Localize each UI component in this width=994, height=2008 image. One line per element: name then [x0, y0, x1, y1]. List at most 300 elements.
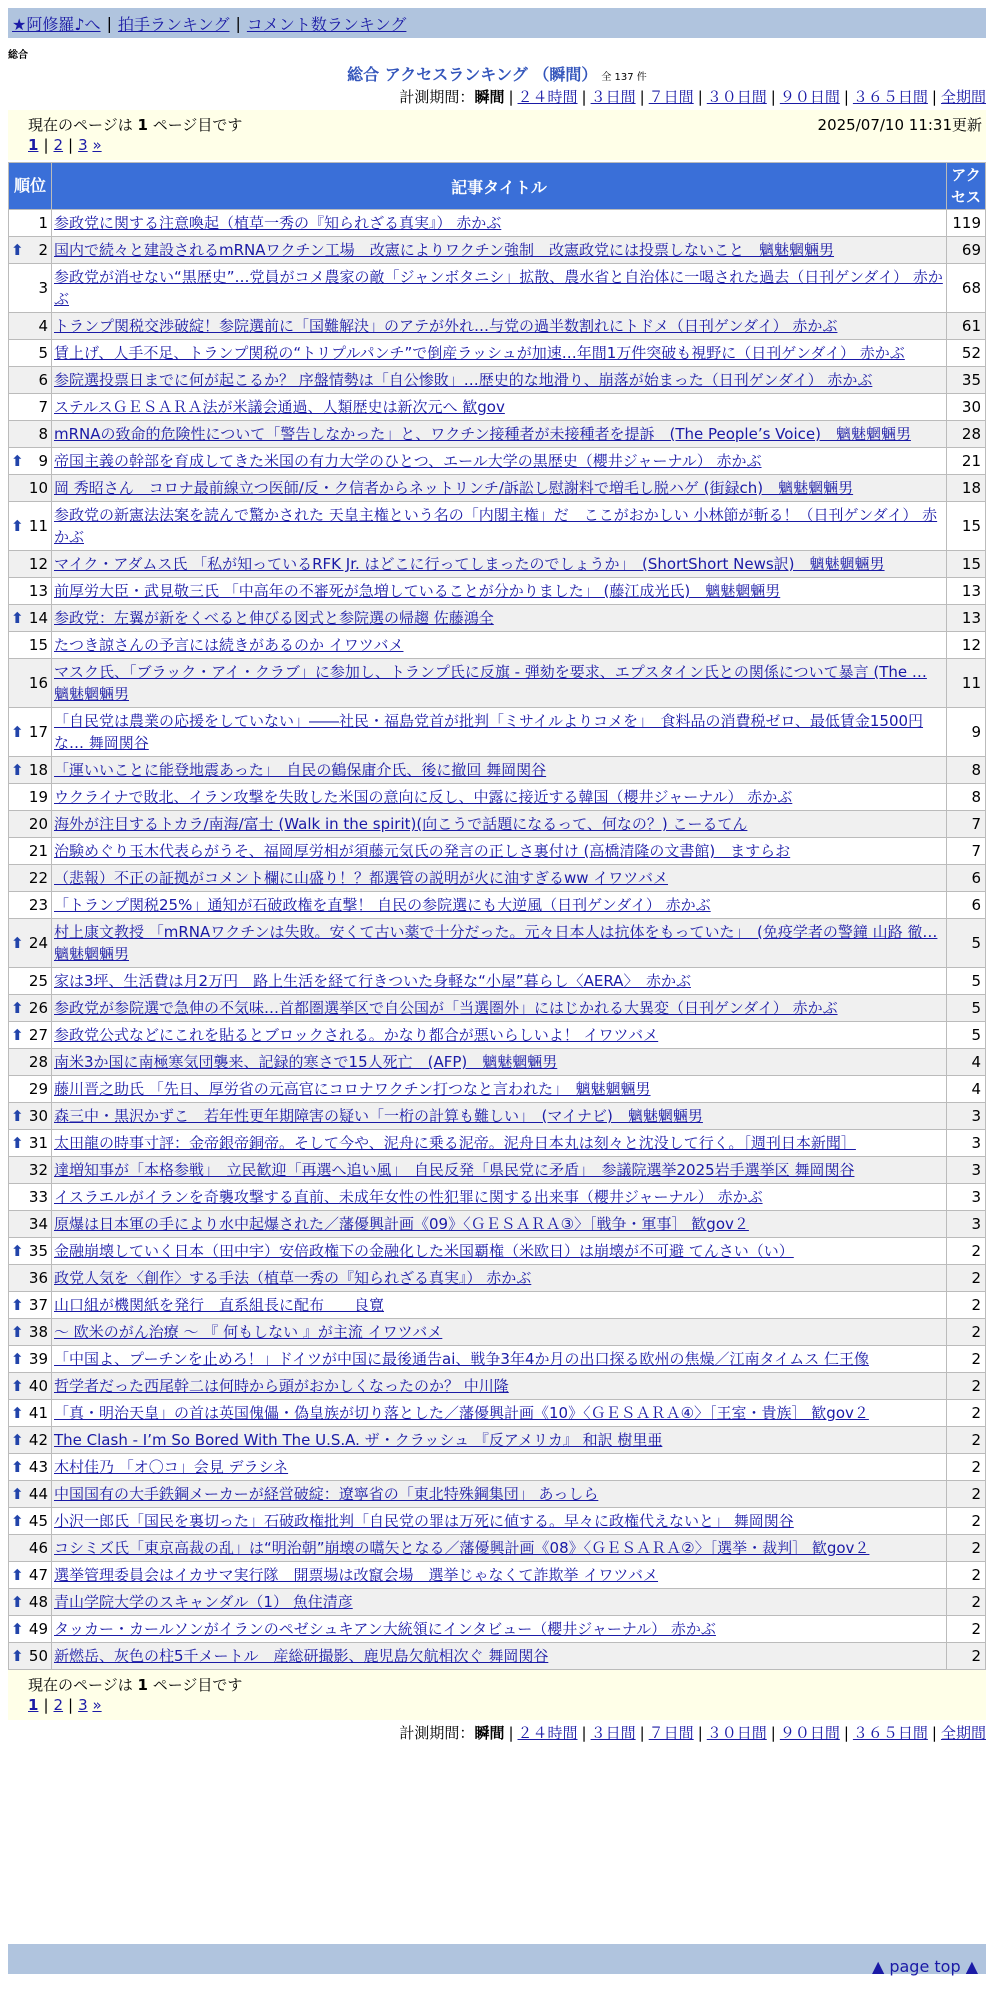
access-count: 2	[947, 1643, 985, 1669]
up-arrow-icon: ⬆	[11, 1377, 24, 1395]
title-cell	[52, 475, 946, 501]
title-cell	[52, 1238, 946, 1264]
access-count: 2	[947, 1346, 985, 1372]
period-separator: |	[639, 1724, 645, 1742]
rank-number: 21	[28, 842, 48, 860]
period-link[interactable]: ９０日間	[779, 88, 840, 106]
page-link[interactable]: 3	[78, 1696, 88, 1714]
article-link[interactable]: トランプ関税交渉破綻！参院選前に「国難解決」のアテが外れ…与党の過半数割れにトドメ（日刊ゲンダイ） 赤かぶ	[54, 317, 838, 335]
rank-number: 27	[28, 1026, 48, 1044]
rank-cell	[9, 237, 51, 263]
rank-number: 29	[28, 1080, 48, 1098]
table-row	[9, 784, 985, 810]
access-count: 3	[947, 1103, 985, 1129]
period-link[interactable]: ３０日間	[706, 88, 767, 106]
title-cell	[52, 421, 946, 447]
access-count: 8	[947, 784, 985, 810]
clap-ranking-link[interactable]: 拍手ランキング	[117, 14, 230, 34]
next-page-link[interactable]: »	[92, 136, 102, 154]
period-separator: |	[508, 1724, 514, 1742]
rank-number: 9	[38, 452, 48, 470]
access-count: 7	[947, 811, 985, 837]
table-row	[9, 264, 985, 312]
rank-number: 47	[28, 1566, 48, 1584]
article-link[interactable]: 哲学者だった西尾幹二は何時から頭がおかしくなったのか？ 中川隆	[54, 1377, 509, 1395]
rank-cell	[9, 865, 51, 891]
period-label: 計測期間：	[399, 88, 475, 106]
rank-cell	[9, 1103, 51, 1129]
title-cell	[52, 394, 946, 420]
page-separator: |	[43, 136, 49, 154]
rank-cell	[9, 1076, 51, 1102]
current-page-text: 現在のページは 1 ページ目です	[28, 1676, 243, 1694]
article-link[interactable]: 金融崩壊していく日本（田中宇）安倍政権下の金融化した米国覇権（米欧日）は崩壊が不可避 てんさい（い）	[54, 1242, 794, 1260]
nav-separator: |	[235, 13, 241, 33]
table-row	[9, 502, 985, 550]
rank-cell	[9, 1400, 51, 1426]
article-link[interactable]: 中国国有の大手鉄鋼メーカーが経営破綻：遼寧省の「東北特殊鋼集団」 あっしら	[54, 1485, 599, 1503]
rank-cell	[9, 367, 51, 393]
article-link[interactable]: 山口組が機関紙を発行 直系組長に配布 良寛	[54, 1296, 385, 1314]
table-row	[9, 1292, 985, 1318]
article-link[interactable]: 参政党の新憲法法案を読んで驚かされた 天皇主権という名の「内閣主権」だ ここがおかしい 小林節が斬る！（日刊ゲンダイ） 赤かぶ	[54, 506, 938, 546]
title-cell	[52, 1211, 946, 1237]
access-count: 3	[947, 1211, 985, 1237]
rank-cell	[9, 475, 51, 501]
article-link[interactable]: 家は3坪、生活費は月2万円 路上生活を経て行きついた身軽な“小屋”暮らし〈AERA〉 赤かぶ	[54, 972, 691, 990]
title-cell	[52, 605, 946, 631]
period-current: 瞬間	[474, 1724, 505, 1742]
title-cell	[52, 1022, 946, 1048]
access-count: 5	[947, 968, 985, 994]
title-cell	[52, 1076, 946, 1102]
page-title: 総合 アクセスランキング （瞬間）	[347, 65, 598, 84]
period-separator: |	[931, 1724, 937, 1742]
page-separator: |	[68, 1696, 74, 1714]
period-link[interactable]: 全期間	[940, 88, 986, 106]
table-row	[9, 1508, 985, 1534]
table-row	[9, 1157, 985, 1183]
comment-ranking-link[interactable]: コメント数ランキング	[246, 14, 407, 34]
article-link[interactable]: 賃上げ、人手不足、トランプ関税の“トリプルパンチ”で倒産ラッシュが加速…年間1万件突破も視野に（日刊ゲンダイ） 赤かぶ	[54, 344, 905, 362]
article-link[interactable]: 「中国よ、プーチンを止めろ！」ドイツが中国に最後通告ai、戦争3年4か月の出口探る欧州の焦燥／江南タイムス 仁王像	[54, 1350, 869, 1368]
rank-number: 50	[28, 1647, 48, 1665]
article-link[interactable]: 参政党が参院選で急伸の不気味…首都圏選挙区で自公国が「当選圏外」にはじかれる大異変（日刊ゲンダイ） 赤かぶ	[54, 999, 838, 1017]
article-link[interactable]: ステルスＧＥＳＡＲＡ法が米議会通過、人類歴史は新次元へ 歓gov	[54, 398, 505, 416]
access-count: 3	[947, 1157, 985, 1183]
rank-number: 43	[28, 1458, 48, 1476]
access-count: 119	[947, 210, 985, 236]
title-cell	[52, 313, 946, 339]
rank-cell	[9, 605, 51, 631]
rank-number: 28	[28, 1053, 48, 1071]
table-row	[9, 1130, 985, 1156]
article-link[interactable]: 「トランプ関税25%」通知が石破政権を直撃！ 自民の参院選にも大逆風（日刊ゲンダイ） 赤かぶ	[54, 896, 711, 914]
rank-cell	[9, 784, 51, 810]
up-arrow-icon: ⬆	[11, 1620, 24, 1638]
rank-number: 12	[28, 555, 48, 573]
current-page-text: 現在のページは 1 ページ目です	[28, 116, 243, 134]
rank-cell	[9, 1481, 51, 1507]
table-row	[9, 1535, 985, 1561]
table-row	[9, 551, 985, 577]
rank-cell	[9, 1535, 51, 1561]
title-cell	[52, 1508, 946, 1534]
access-count: 68	[947, 264, 985, 312]
pager-bottom	[8, 1670, 986, 1720]
table-row	[9, 1184, 985, 1210]
rank-number: 13	[28, 582, 48, 600]
title-cell	[52, 1481, 946, 1507]
rank-number: 33	[28, 1188, 48, 1206]
article-link[interactable]: mRNAの致命的危険性について「警告しなかった」と、ワクチン接種者が未接種者を提訴 (The People’s Voice) 魑魅魍魎男	[54, 425, 911, 443]
article-link[interactable]: 村上康文教授 「mRNAワクチンは失敗。安くて古い薬で十分だった。元々日本人は抗体をもっていた」 (免疫学者の警鐘 山路 徹… 魑魅魍魎男	[54, 923, 938, 963]
rank-number: 41	[28, 1404, 48, 1422]
rank-number: 26	[28, 999, 48, 1017]
title-cell	[52, 1427, 946, 1453]
rank-cell	[9, 919, 51, 967]
access-count: 4	[947, 1076, 985, 1102]
rank-number: 44	[28, 1485, 48, 1503]
rank-number: 11	[28, 517, 48, 535]
article-link[interactable]: ～ 欧米のがん治療 ～ 『 何もしない 』が主流 イワツバメ	[54, 1323, 443, 1341]
rank-number: 15	[28, 636, 48, 654]
page-title-block	[0, 62, 994, 85]
title-cell	[52, 448, 946, 474]
article-link[interactable]: The Clash - I’m So Bored With The U.S.A. ザ・クラッシュ 『反アメリカ』 和訳 樹里亜	[54, 1431, 663, 1449]
table-row	[9, 1103, 985, 1129]
title-cell	[52, 708, 946, 756]
article-link[interactable]: 参政党に関する注意喚起（植草一秀の『知られざる真実』） 赤かぶ	[54, 214, 502, 232]
access-count: 18	[947, 475, 985, 501]
period-separator: |	[843, 88, 849, 106]
rank-number: 38	[28, 1323, 48, 1341]
up-arrow-icon: ⬆	[11, 1647, 24, 1665]
up-arrow-icon: ⬆	[11, 1107, 24, 1125]
access-count: 2	[947, 1319, 985, 1345]
article-link[interactable]: 達増知事が「本格参戦」 立民歓迎「再選へ追い風」 自民反発「県民党に矛盾」 参議院選挙2025岩手選挙区 舞岡関谷	[54, 1161, 855, 1179]
rank-cell	[9, 264, 51, 312]
article-link[interactable]: 帝国主義の幹部を育成してきた米国の有力大学のひとつ、エール大学の黒歴史（櫻井ジャーナル） 赤かぶ	[54, 452, 762, 470]
table-row	[9, 605, 985, 631]
article-link[interactable]: 選挙管理委員会はイカサマ実行隊 開票場は改竄会場 選挙じゃなくて詐欺挙 イワツバメ	[54, 1566, 659, 1584]
access-count: 12	[947, 632, 985, 658]
article-link[interactable]: 「運いいことに能登地震あった」 自民の鶴保庸介氏、後に撤回 舞岡関谷	[54, 761, 547, 779]
article-link[interactable]: 藤川晋之助氏 「先日、厚労省の元高官にコロナワクチン打つなと言われた」 魑魅魍魎男	[54, 1080, 651, 1098]
up-arrow-icon: ⬆	[11, 1404, 24, 1422]
access-count: 7	[947, 838, 985, 864]
period-link[interactable]: ３６５日間	[852, 1724, 928, 1742]
rank-number: 18	[28, 761, 48, 779]
rank-cell	[9, 1589, 51, 1615]
up-arrow-icon: ⬆	[11, 1512, 24, 1530]
table-row	[9, 1049, 985, 1075]
next-page-link[interactable]: »	[92, 1696, 102, 1714]
access-count: 3	[947, 1130, 985, 1156]
rank-number: 32	[28, 1161, 48, 1179]
rank-number: 7	[38, 398, 48, 416]
access-count: 8	[947, 757, 985, 783]
rank-number: 16	[28, 674, 48, 692]
title-cell	[52, 1373, 946, 1399]
access-count: 30	[947, 394, 985, 420]
rank-cell	[9, 1643, 51, 1669]
table-row	[9, 1562, 985, 1588]
nav-separator: |	[106, 13, 112, 33]
table-row	[9, 838, 985, 864]
title-cell	[52, 838, 946, 864]
up-arrow-icon: ⬆	[11, 1296, 24, 1314]
access-count: 3	[947, 1184, 985, 1210]
table-row	[9, 632, 985, 658]
article-link[interactable]: 太田龍の時事寸評：金帝銀帝銅帝。そして今や、泥舟に乗る泥帝。泥舟日本丸は刻々と沈没して行く。［週刊日本新聞］	[54, 1134, 856, 1152]
period-link[interactable]: ３日間	[590, 88, 636, 106]
up-arrow-icon: ⬆	[11, 452, 24, 470]
page-link[interactable]: 2	[53, 136, 64, 154]
article-link[interactable]: 「自民党は農業の応援をしていない」――社民・福島党首が批判「ミサイルよりコメを」 食料品の消費税ゼロ、最低賃金1500円な… 舞岡関谷	[54, 712, 924, 752]
rank-number: 22	[28, 869, 48, 887]
title-header: 記事タイトル	[52, 163, 946, 209]
article-link[interactable]: 小沢一郎氏「国民を裏切った」石破政権批判「自民党の罪は万死に値する。早々に政権代えないと」 舞岡関谷	[54, 1512, 794, 1530]
page-link[interactable]: 3	[78, 136, 88, 154]
article-link[interactable]: 治験めぐり玉木代表らがうそ、福岡厚労相が須藤元気氏の発言の正しさ裏付け (高橋清隆の文書館) ますらお	[54, 842, 791, 860]
page-links	[28, 136, 102, 154]
up-arrow-icon: ⬆	[11, 723, 24, 741]
article-link[interactable]: 前厚労大臣・武見敬三氏 「中高年の不審死が急増していることが分かりました」 (藤江成光氏) 魑魅魍魎男	[54, 582, 781, 600]
article-link[interactable]: 新燃岳、灰色の柱5千メートル 産総研撮影、鹿児島欠航相次ぐ 舞岡関谷	[54, 1647, 549, 1665]
article-link[interactable]: 参院選投票日までに何が起こるか？ 序盤情勢は「自公惨敗」…歴史的な地滑り、崩落が始まった（日刊ゲンダイ） 赤かぶ	[54, 371, 873, 389]
access-count: 2	[947, 1616, 985, 1642]
rank-number: 25	[28, 972, 48, 990]
rank-cell	[9, 1508, 51, 1534]
article-link[interactable]: マイク・アダムス氏 「私が知っているRFK Jr. はどこに行ってしまったのでしょうか」 (ShortShort News訳) 魑魅魍魎男	[54, 555, 885, 573]
rank-cell	[9, 811, 51, 837]
access-count: 2	[947, 1481, 985, 1507]
period-link[interactable]: ２４時間	[517, 1724, 578, 1742]
rank-cell	[9, 340, 51, 366]
rank-cell	[9, 1157, 51, 1183]
period-selector-bottom	[399, 1722, 986, 1743]
rank-cell	[9, 1454, 51, 1480]
article-link[interactable]: ウクライナで敗北、イラン攻撃を失敗した米国の意向に反し、中露に接近する韓国（櫻井ジャーナル） 赤かぶ	[54, 788, 793, 806]
table-row	[9, 968, 985, 994]
article-link[interactable]: たつき諒さんの予言には続きがあるのか イワツバメ	[54, 636, 404, 654]
rank-number: 4	[38, 317, 48, 335]
table-row	[9, 1238, 985, 1264]
rank-number: 45	[28, 1512, 48, 1530]
title-cell	[52, 1319, 946, 1345]
article-link[interactable]: マスク氏、「ブラック・アイ・クラブ」に参加し、トランプ氏に反旗 - 弾劾を要求、エプスタイン氏との関係について暴言 (The … 魑魅魍魎男	[54, 663, 927, 703]
title-cell	[52, 995, 946, 1021]
period-link[interactable]: ７日間	[648, 1724, 694, 1742]
title-cell	[52, 1616, 946, 1642]
rank-number: 19	[28, 788, 48, 806]
table-row	[9, 340, 985, 366]
article-link[interactable]: 参政党公式などにこれを貼るとブロックされる。かなり都合が悪いらしいよ！ イワツバメ	[54, 1026, 659, 1044]
article-link[interactable]: 南米3か国に南極寒気団襲来、記録的寒さで15人死亡 (AFP) 魑魅魍魎男	[54, 1053, 558, 1071]
rank-cell	[9, 1022, 51, 1048]
access-count: 6	[947, 892, 985, 918]
rank-number: 35	[28, 1242, 48, 1260]
period-link[interactable]: ３０日間	[706, 1724, 767, 1742]
rank-cell	[9, 708, 51, 756]
title-cell	[52, 1292, 946, 1318]
rank-number: 17	[28, 723, 48, 741]
title-cell	[52, 1400, 946, 1426]
home-link[interactable]: ★阿修羅♪へ	[12, 14, 101, 34]
table-row	[9, 1211, 985, 1237]
up-arrow-icon: ⬆	[11, 1134, 24, 1152]
access-count: 2	[947, 1265, 985, 1291]
title-cell	[52, 1184, 946, 1210]
table-row	[9, 1346, 985, 1372]
table-row	[9, 421, 985, 447]
page-links	[28, 1696, 102, 1714]
page-top-link[interactable]: ▲ page top ▲	[871, 1957, 978, 1976]
rank-cell	[9, 1238, 51, 1264]
article-link[interactable]: イスラエルがイランを奇襲攻撃する直前、未成年女性の性犯罪に関する出来事（櫻井ジャーナル） 赤かぶ	[54, 1188, 763, 1206]
title-cell	[52, 784, 946, 810]
table-row	[9, 237, 985, 263]
article-link[interactable]: 参政党：左翼が新をくべると伸びる図式と参院選の帰趨 佐藤鴻全	[54, 609, 494, 627]
period-separator: |	[770, 88, 776, 106]
article-link[interactable]: 国内で続々と建設されるmRNAワクチン工場 改憲によりワクチン強制 改憲政党には投票しないこと 魑魅魍魎男	[54, 241, 835, 259]
table-row	[9, 1022, 985, 1048]
access-count: 2	[947, 1535, 985, 1561]
period-separator: |	[581, 1724, 587, 1742]
rank-number: 30	[28, 1107, 48, 1125]
period-link[interactable]: ３６５日間	[852, 88, 928, 106]
rank-number: 40	[28, 1377, 48, 1395]
access-count: 69	[947, 237, 985, 263]
access-count: 15	[947, 502, 985, 550]
title-cell	[52, 659, 946, 707]
period-link[interactable]: ９０日間	[779, 1724, 840, 1742]
table-row	[9, 367, 985, 393]
article-link[interactable]: 政党人気を〈創作〉する手法（植草一秀の『知られざる真実』） 赤かぶ	[54, 1269, 532, 1287]
title-cell	[52, 865, 946, 891]
access-count: 28	[947, 421, 985, 447]
up-arrow-icon: ⬆	[11, 1323, 24, 1341]
updated-timestamp: 2025/07/10 11:31更新	[817, 116, 982, 134]
page-link[interactable]: 2	[53, 1696, 64, 1714]
title-cell	[52, 340, 946, 366]
access-count: 5	[947, 1022, 985, 1048]
article-link[interactable]: 海外が注目するトカラ/南海/富士 (Walk in the spirit)(向こうで話題になるって、何なの？) こーるてん	[54, 815, 748, 833]
rank-cell	[9, 421, 51, 447]
article-link[interactable]: 原爆は日本軍の手により水中起爆された／藩優興計画《09》〈ＧＥＳＡＲＡ③〉［戦争・軍事］ 歓gov２	[54, 1215, 749, 1233]
table-row	[9, 1265, 985, 1291]
rank-cell	[9, 632, 51, 658]
period-label: 計測期間：	[399, 1724, 475, 1742]
rank-cell	[9, 1049, 51, 1075]
title-cell	[52, 237, 946, 263]
up-arrow-icon: ⬆	[11, 1242, 24, 1260]
rank-cell	[9, 1427, 51, 1453]
rank-number: 10	[28, 479, 48, 497]
rank-number: 42	[28, 1431, 48, 1449]
period-link[interactable]: ３日間	[590, 1724, 636, 1742]
title-cell	[52, 578, 946, 604]
rank-number: 6	[38, 371, 48, 389]
title-cell	[52, 1589, 946, 1615]
table-row	[9, 708, 985, 756]
access-count: 13	[947, 578, 985, 604]
rank-cell	[9, 1346, 51, 1372]
article-link[interactable]: 岡 秀昭さん コロナ最前線立つ医師/反・ク信者からネットリンチ/訴訟し慰謝料で増毛し脱ハゲ (街録ch) 魑魅魍魎男	[54, 479, 854, 497]
period-separator: |	[697, 88, 703, 106]
ranking-table	[8, 162, 986, 1670]
table-row	[9, 1589, 985, 1615]
total-count: 全 137 件	[601, 72, 647, 83]
up-arrow-icon: ⬆	[11, 1350, 24, 1368]
period-selector-top	[399, 86, 986, 107]
table-row	[9, 475, 985, 501]
period-link[interactable]: 全期間	[940, 1724, 986, 1742]
article-link[interactable]: 参政党が消せない“黒歴史”…党員がコメ農家の敵「ジャンボタニシ」拡散、農水省と自治体に一喝された過去（日刊ゲンダイ） 赤かぶ	[54, 268, 943, 308]
access-count: 52	[947, 340, 985, 366]
table-row	[9, 210, 985, 236]
rank-number: 3	[38, 279, 48, 297]
page-separator: |	[43, 1696, 49, 1714]
table-row	[9, 1481, 985, 1507]
article-link[interactable]: 森三中・黒沢かずこ 若年性更年期障害の疑い「一桁の計算も難しい」 (マイナビ) 魑魅魍魎男	[54, 1107, 703, 1125]
rank-number: 20	[28, 815, 48, 833]
article-link[interactable]: 木村佳乃 「オ〇コ」会見 デラシネ	[54, 1458, 289, 1476]
period-link[interactable]: ７日間	[648, 88, 694, 106]
rank-cell	[9, 995, 51, 1021]
table-row	[9, 919, 985, 967]
period-link[interactable]: ２４時間	[517, 88, 578, 106]
article-link[interactable]: 青山学院大学のスキャンダル（1） 魚住清彦	[54, 1593, 353, 1611]
title-cell	[52, 892, 946, 918]
rank-cell	[9, 892, 51, 918]
rank-number: 1	[38, 214, 48, 232]
rank-cell	[9, 551, 51, 577]
rank-number: 37	[28, 1296, 48, 1314]
title-cell	[52, 1265, 946, 1291]
title-cell	[52, 1643, 946, 1669]
article-link[interactable]: 「真・明治天皇」の首は英国傀儡・偽皇族が切り落とした／藩優興計画《10》〈ＧＥＳＡＲＡ④〉［王室・貴族］ 歓gov２	[54, 1404, 869, 1422]
title-cell	[52, 1562, 946, 1588]
page-separator: |	[68, 136, 74, 154]
rank-number: 34	[28, 1215, 48, 1233]
table-row	[9, 578, 985, 604]
rank-number: 23	[28, 896, 48, 914]
table-row	[9, 811, 985, 837]
period-separator: |	[581, 88, 587, 106]
up-arrow-icon: ⬆	[11, 934, 24, 952]
access-count: 21	[947, 448, 985, 474]
rank-number: 24	[28, 934, 48, 952]
table-row	[9, 448, 985, 474]
rank-cell	[9, 1373, 51, 1399]
article-link[interactable]: コシミズ氏「東京高裁の乱」は“明治朝”崩壊の嚆矢となる／藩優興計画《08》〈ＧＥＳＡＲＡ②〉［選挙・裁判］ 歓gov２	[54, 1539, 870, 1557]
up-arrow-icon: ⬆	[11, 1566, 24, 1584]
period-separator: |	[843, 1724, 849, 1742]
table-row	[9, 1616, 985, 1642]
article-link[interactable]: （悲報）不正の証拠がコメント欄に山盛り！？都選管の説明が火に油すぎるww イワツバメ	[54, 869, 669, 887]
access-count: 2	[947, 1427, 985, 1453]
rank-number: 49	[28, 1620, 48, 1638]
article-link[interactable]: タッカー・カールソンがイランのペゼシュキアン大統領にインタビュー（櫻井ジャーナル） 赤かぶ	[54, 1620, 716, 1638]
access-count: 6	[947, 865, 985, 891]
access-count: 2	[947, 1589, 985, 1615]
footer-bar	[8, 1944, 986, 1974]
up-arrow-icon: ⬆	[11, 1431, 24, 1449]
rank-cell	[9, 659, 51, 707]
title-cell	[52, 632, 946, 658]
